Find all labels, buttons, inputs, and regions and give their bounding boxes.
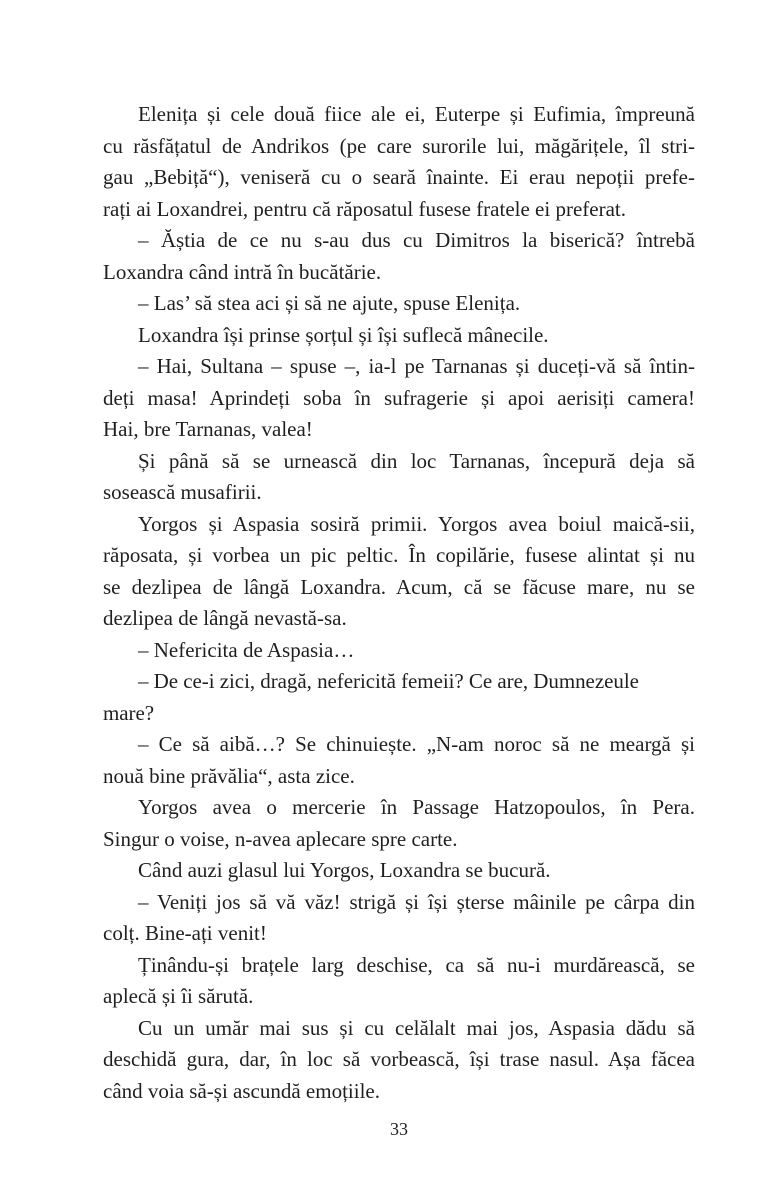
text-line: deți masa! Aprindeți soba în sufragerie și apoi aerisiți camera! — [103, 385, 695, 410]
text-line: dezlipea de lângă nevastă-sa. — [103, 606, 347, 630]
text-line: nouă bine prăvălia“, asta zice. — [103, 763, 355, 788]
paragraph — [103, 225, 695, 288]
text-line: sosească musafirii. — [103, 480, 262, 504]
paragraph — [103, 635, 695, 667]
text-line: – Ăștia de ce nu s-au dus cu Dimitros la biserică? întrebă — [138, 228, 695, 252]
paragraph — [103, 446, 695, 509]
paragraph — [103, 950, 695, 1013]
text-block — [103, 99, 695, 1107]
text-line: cu răsfățatul de Andrikos (pe care surorile lui, măgărițele, îl stri- — [103, 133, 695, 158]
paragraph — [103, 1013, 695, 1108]
text-line: Și până să se urnească din loc Tarnanas, începură deja să — [138, 448, 695, 473]
text-line: Loxandra își prinse șorțul și își suflecă mânecile. — [138, 322, 549, 347]
paragraph — [103, 887, 695, 950]
text-line: – De ce-i zici, dragă, nefericită femeii? Ce are, Dumnezeule mare? — [103, 669, 639, 725]
text-line: Când auzi glasul lui Yorgos, Loxandra se bucură. — [138, 858, 551, 882]
text-line: – Las’ să stea aci și să ne ajute, spuse Elenița. — [138, 291, 521, 315]
paragraph — [103, 855, 695, 887]
text-line: Hai, bre Tarnanas, valea! — [103, 417, 313, 441]
text-line: gau „Bebiță“), veniseră cu o seară înainte. Ei erau nepoții prefe- — [103, 165, 695, 189]
text-line: Ținându-și brațele larg deschise, ca să nu-i murdărească, se — [138, 952, 695, 977]
text-line: – Ce să aibă…? Se chinuiește. „N-am noroc să ne meargă și — [138, 732, 695, 756]
text-line: răposata, și vorbea un pic peltic. În copilărie, fusese alintat și nu — [103, 543, 695, 567]
paragraph — [103, 666, 695, 729]
text-line: aplecă și îi sărută. — [103, 984, 254, 1008]
text-line: Yorgos avea o mercerie în Passage Hatzopoulos, în Pera. — [138, 795, 695, 819]
text-line: colț. Bine-ați venit! — [103, 921, 267, 945]
text-line: se dezlipea de lângă Loxandra. Acum, că se făcuse mare, nu se — [103, 574, 695, 599]
text-line: Cu un umăr mai sus și cu celălalt mai jos, Aspasia dădu să — [138, 1015, 695, 1040]
text-line: – Nefericita de Aspasia… — [138, 637, 355, 662]
text-line: deschidă gura, dar, în loc să vorbească, își trase nasul. Așa făcea — [103, 1047, 695, 1071]
paragraph — [103, 509, 695, 635]
text-line: Elenița și cele două fiice ale ei, Euterpe și Eufimia, împreună — [138, 102, 695, 126]
text-line: Loxandra când intră în bucătărie. — [103, 259, 382, 284]
paragraph — [103, 351, 695, 446]
paragraph — [103, 288, 695, 320]
page-number: 33 — [390, 1119, 408, 1139]
paragraph — [103, 729, 695, 792]
paragraph — [103, 320, 695, 352]
paragraph — [103, 792, 695, 855]
text-line: Singur o voise, n-avea aplecare spre carte. — [103, 826, 458, 851]
text-line: – Hai, Sultana – spuse –, ia-l pe Tarnanas și duceți-vă să întin- — [138, 354, 695, 378]
text-line: când voia să-și ascundă emoțiile. — [103, 1078, 380, 1103]
text-line: – Veniți jos să vă văz! strigă și își șterse mâinile pe cârpa din — [138, 889, 695, 914]
paragraph — [103, 99, 695, 225]
text-line: rați ai Loxandrei, pentru că răposatul fusese fratele ei preferat. — [103, 196, 626, 221]
text-line: Yorgos și Aspasia sosiră primii. Yorgos avea boiul maică-sii, — [138, 511, 695, 536]
